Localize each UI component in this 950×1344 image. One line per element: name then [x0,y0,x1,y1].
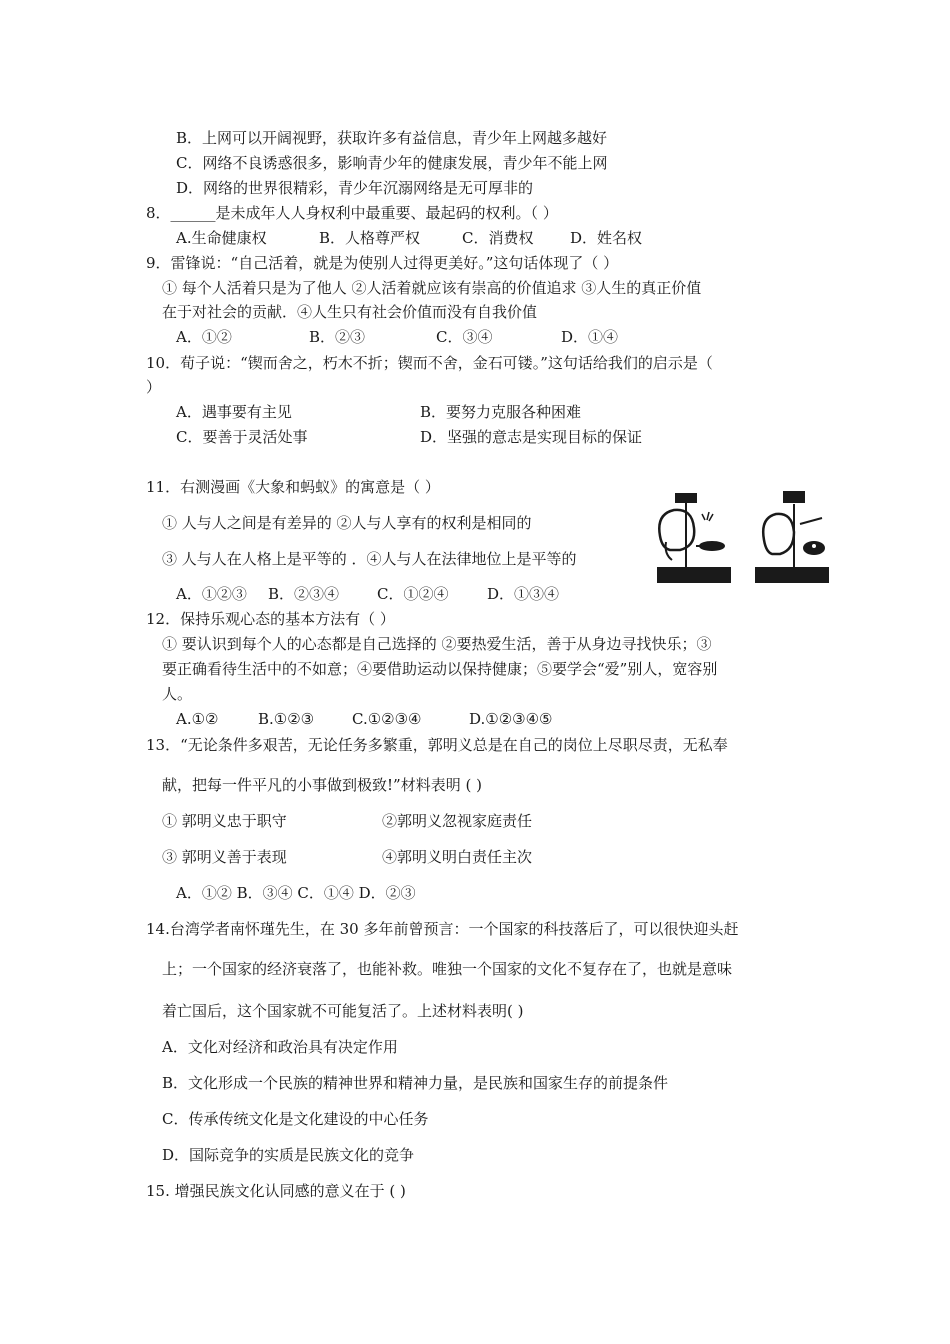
q14-stem-3: 着亡国后，这个国家就不可能复活了。上述材料表明( ) [162,1002,524,1020]
left-scale-base [658,568,730,582]
ant-icon [811,543,817,549]
q10-option-a: A．遇事要有主见 [176,403,292,421]
elephant-icon [659,510,694,550]
q10-option-c: C．要善于灵活处事 [176,428,308,446]
q10-option-d: D．坚强的意志是实现目标的保证 [420,428,643,446]
q14-stem: 14.台湾学者南怀瑾先生，在 30 多年前曾预言：一个国家的科技落后了，可以很快迎头赶 [146,920,739,938]
q12-stem: 12．保持乐观心态的基本方法有（ ） [146,610,395,628]
q7-option-b: B．上网可以开阔视野，获取许多有益信息，青少年上网越多越好 [176,129,608,147]
q8-option-b: B．人格尊严权 [319,229,421,247]
q14-option-d: D．国际竞争的实质是民族文化的竞争 [162,1146,415,1164]
q13-stem: 13．“无论条件多艰苦，无论任务多繁重，郭明义总是在自己的岗位上尽职尽责，无私奉 [146,736,728,754]
q11-statements-1: ① 人与人之间是有差异的 ②人与人享有的权利是相同的 [162,514,532,532]
q11-option-b: B．②③④ [268,585,340,603]
right-scale-base [756,568,828,582]
q11-options [176,584,559,604]
elephant-right-icon [763,514,794,554]
q12-option-c: C.①②③④ [352,710,422,728]
q13-item-2: ②郭明义忽视家庭责任 [382,812,533,830]
q13-item-1: ① 郭明义忠于职守 [162,812,287,830]
q12-option-a: A.①② [176,710,219,728]
q13-stem-2: 献，把每一件平凡的小事做到极致!”材料表明 ( ) [162,776,482,794]
q13-options: A．①② B．③④ C．①④ D．②③ [176,884,416,902]
q7-option-d: D．网络的世界很精彩，青少年沉溺网络是无可厚非的 [176,179,534,197]
q8-option-d: D．姓名权 [570,229,643,247]
q9-option-c: C．③④ [436,328,493,346]
q12-option-d: D.①②③④⑤ [469,710,553,728]
q8-option-a: A.生命健康权 [176,229,267,247]
q11-option-c: C．①②④ [377,585,449,603]
q10-stem-end: ） [146,378,162,396]
q15-stem: 15. 增强民族文化认同感的意义在于 ( ) [146,1182,406,1200]
q13-item-3: ③ 郭明义善于表现 [162,848,287,866]
q9-statements-1: ① 每个人活着只是为了他人 ②人活着就应该有崇高的价值追求 ③人生的真正价值 [162,279,702,297]
q8-option-c: C．消费权 [462,229,534,247]
q14-option-a: A．文化对经济和政治具有决定作用 [162,1038,398,1056]
q12-option-b: B.①②③ [258,710,315,728]
q9-options [176,327,618,347]
q9-option-b: B．②③ [309,328,366,346]
q8-options [176,228,642,248]
q8-stem: 8．______是未成年人人身权利中最重要、最起码的权利。（ ） [146,204,558,222]
q11-option-a: A．①②③ [176,585,247,603]
q12-statements-2: 要正确看待生活中的不如意；④要借助运动以保持健康；⑤要学会“爱”别人，宽容别 [162,660,718,678]
q10-option-b: B．要努力克服各种困难 [420,403,582,421]
q10-stem: 10．荀子说：“锲而舍之，朽木不折；锲而不舍，金石可镂。”这句话给我们的启示是（ [146,354,713,372]
q12-options [176,709,553,729]
q9-stem: 9．雷锋说：“自己活着，就是为使别人过得更美好。”这句话体现了（ ） [146,254,619,272]
q9-statements-2: 在于对社会的贡献．④人生只有社会价值而没有自我价值 [162,303,538,321]
q11-statements-2: ③ 人与人在人格上是平等的 ．④人与人在法律地位上是平等的 [162,550,577,568]
q9-option-d: D．①④ [561,328,619,346]
q14-option-c: C．传承传统文化是文化建设的中心任务 [162,1110,429,1128]
q14-option-b: B．文化形成一个民族的精神世界和精神力量，是民族和国家生存的前提条件 [162,1074,669,1092]
q12-statements-1: ① 要认识到每个人的心态都是自己选择的 ②要热爱生活，善于从身边寻找快乐；③ [162,635,712,653]
q7-option-c: C．网络不良诱惑很多，影响青少年的健康发展，青少年不能上网 [176,154,608,172]
q14-stem-2: 上；一个国家的经济衰落了，也能补救。唯独一个国家的文化不复存在了，也就是意味 [162,960,733,978]
q12-statements-3: 人。 [162,685,193,703]
q11-stem: 11．右测漫画《大象和蚂蚁》的寓意是（ ） [146,478,440,496]
q11-option-d: D．①③④ [487,585,560,603]
q13-item-4: ④郭明义明白责任主次 [382,848,533,866]
q9-option-a: A．①② [176,328,232,346]
elephant-and-ant-cartoon [652,484,830,588]
